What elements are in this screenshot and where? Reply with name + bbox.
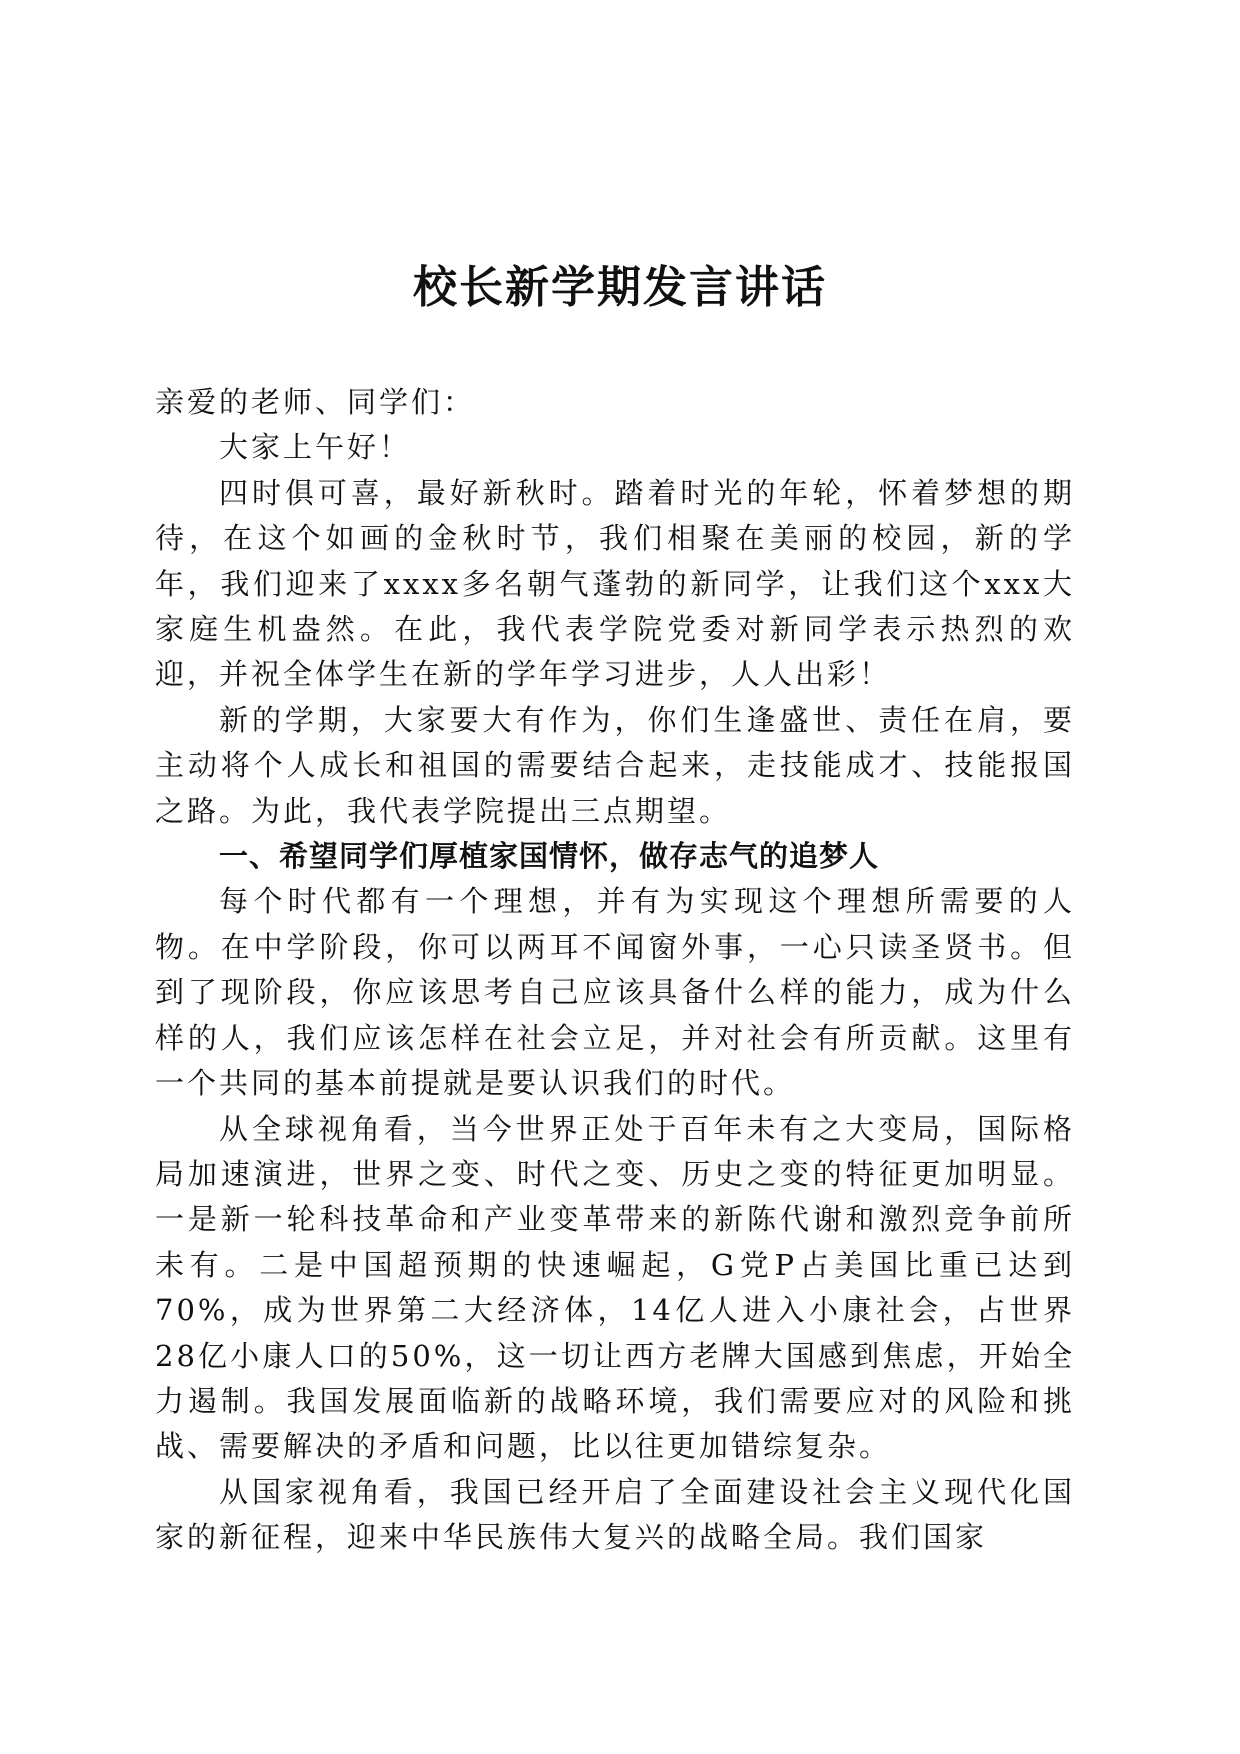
paragraph-4: 从全球视角看，当今世界正处于百年未有之大变局，国际格局加速演进，世界之变、时代之变、历史之变的特征更加明显。一是新一轮科技革命和产业变革带来的新陈代谢和激烈竞争前所未有。二是中国超预期的快速崛起，G党P占美国比重已达到70%，成为世界第二大经济体，14亿人进入小康社会，占世界28亿小康人口的50%，这一切让西方老牌大国感到焦虑，开始全力遏制。我国发展面临新的战略环境，我们需要应对的风险和挑战、需要解决的矛盾和问题，比以往更加错综复杂。: [155, 1111, 1075, 1464]
greeting: 大家上午好！: [219, 430, 412, 465]
document-body: [155, 380, 1075, 1561]
paragraph-2: 新的学期，大家要大有作为，你们生逢盛世、责任在肩，要主动将个人成长和祖国的需要结合起来，走技能成才、技能报国之路。为此，我代表学院提出三点期望。: [155, 702, 1075, 828]
paragraph-3: 每个时代都有一个理想，并有为实现这个理想所需要的人物。在中学阶段，你可以两耳不闻窗外事，一心只读圣贤书。但到了现阶段，你应该思考自己应该具备什么样的能力，成为什么样的人，我们应该怎样在社会立足，并对社会有所贡献。这里有一个共同的基本前提就是要认识我们的时代。: [155, 884, 1075, 1101]
document-title: 校长新学期发言讲话: [413, 262, 827, 313]
section-heading-1: 一、希望同学们厚植家国情怀，做存志气的追梦人: [219, 839, 880, 874]
paragraph-1: 四时俱可喜，最好新秋时。踏着时光的年轮，怀着梦想的期待，在这个如画的金秋时节，我们相聚在美丽的校园，新的学年，我们迎来了xxxx多名朝气蓬勃的新同学，让我们这个xxx大家庭生机盎然。在此，我代表学院党委对新同学表示热烈的欢迎，并祝全体学生在新的学年学习进步，人人出彩！: [155, 475, 1075, 692]
salutation: 亲爱的老师、同学们：: [155, 385, 476, 419]
paragraph-5: 从国家视角看，我国已经开启了全面建设社会主义现代化国家的新征程，迎来中华民族伟大复兴的战略全局。我们国家: [155, 1474, 1075, 1555]
